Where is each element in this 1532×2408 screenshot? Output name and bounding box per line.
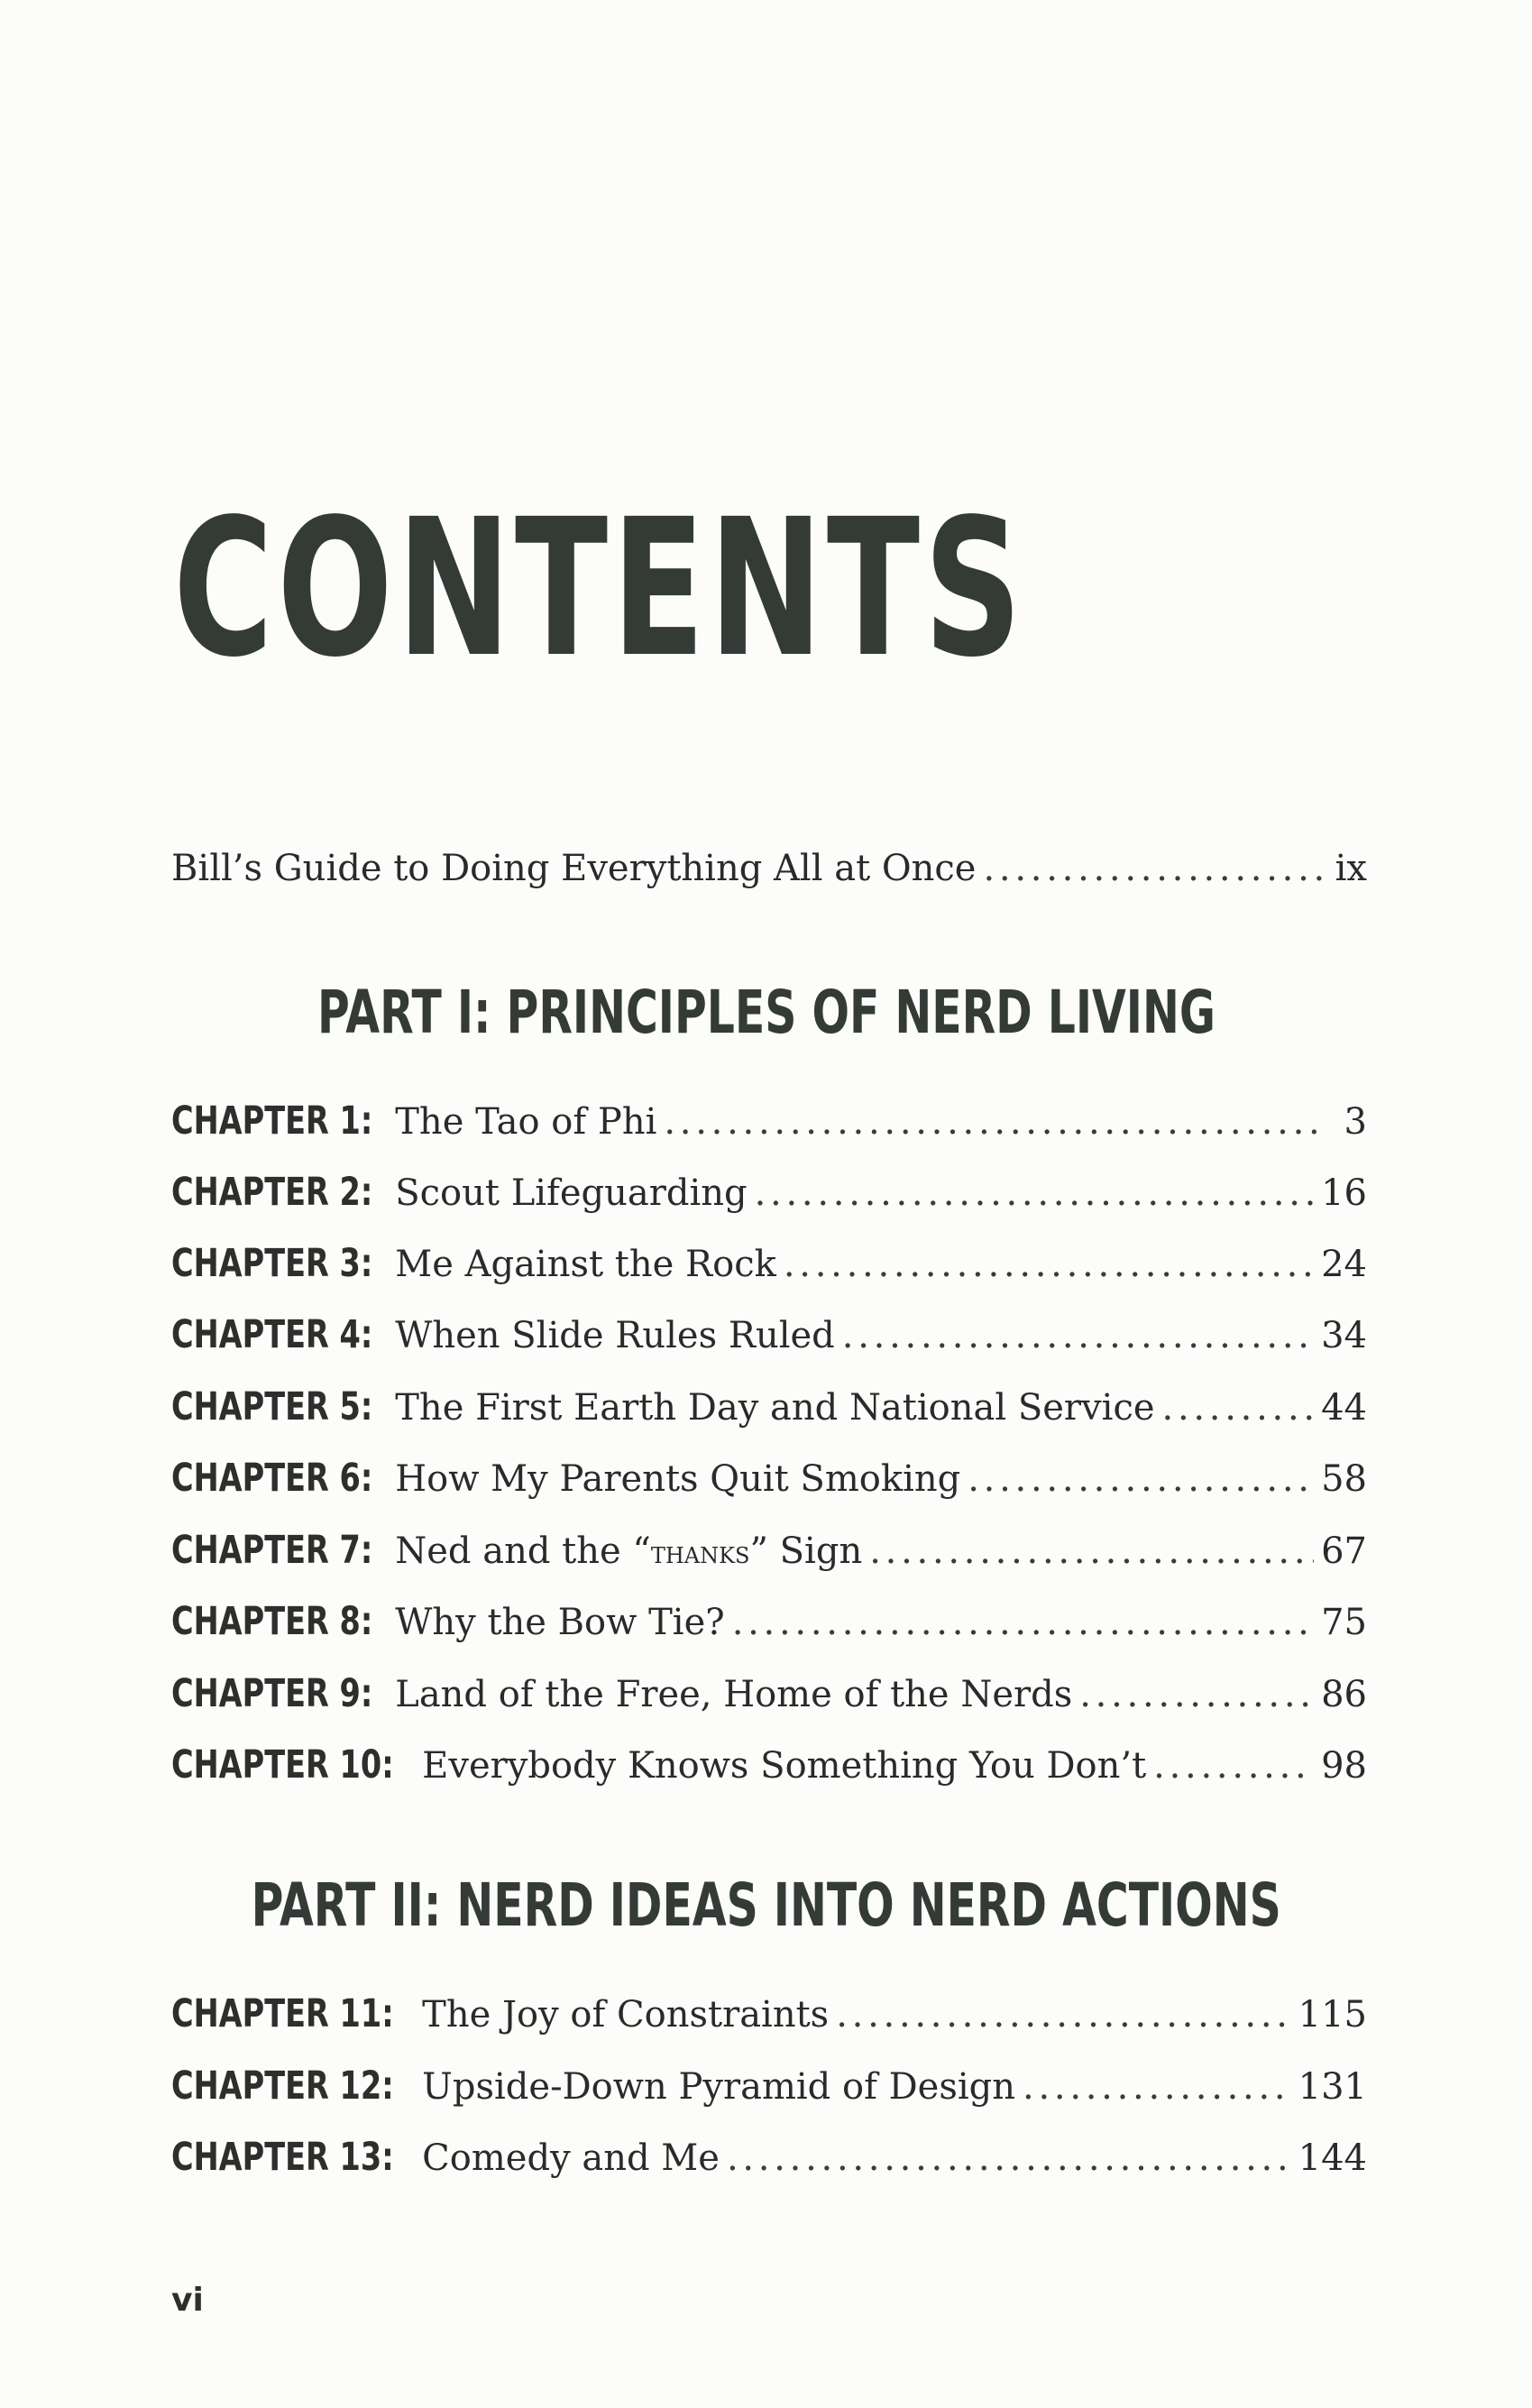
toc-entry-chapter-4[interactable]: [171, 1312, 1367, 1357]
toc-entry-chapter-8[interactable]: [171, 1599, 1367, 1644]
toc-entry-chapter-12[interactable]: [171, 2063, 1367, 2109]
toc-entry-chapter-9[interactable]: [171, 1671, 1367, 1716]
entry-page-number: ix: [1335, 848, 1367, 889]
toc-entry-chapter-6[interactable]: [171, 1456, 1367, 1501]
entry-page-number: 44: [1321, 1387, 1367, 1429]
toc-entry-chapter-10[interactable]: [171, 1742, 1367, 1788]
chapter-label: CHAPTER 9:: [171, 1671, 373, 1716]
toc-entry-chapter-5[interactable]: [171, 1384, 1367, 1429]
chapter-title: The Tao of Phi: [395, 1101, 657, 1143]
dot-leader: [664, 1101, 1324, 1143]
toc-entry-chapter-1[interactable]: [171, 1098, 1367, 1144]
dot-leader: [1023, 2066, 1291, 2108]
entry-page-number: 3: [1344, 1101, 1367, 1143]
toc-entry-chapter-2[interactable]: [171, 1170, 1367, 1215]
dot-leader: [983, 848, 1324, 889]
chapter-title-small-caps: thanks: [650, 1535, 750, 1571]
entry-page-number: 67: [1321, 1530, 1367, 1572]
entry-page-number: 34: [1321, 1315, 1367, 1356]
chapter-label: CHAPTER 6:: [171, 1456, 373, 1501]
chapter-title: Scout Lifeguarding: [395, 1172, 748, 1214]
toc-entry-chapter-7[interactable]: [171, 1528, 1367, 1573]
entry-page-number: 131: [1298, 2066, 1367, 2108]
dot-leader: [869, 1530, 1314, 1572]
chapter-title: The First Earth Day and National Service: [395, 1387, 1155, 1429]
chapter-label: CHAPTER 1:: [171, 1098, 373, 1144]
entry-page-number: 86: [1321, 1674, 1367, 1715]
chapter-title-part: Ned and the “: [395, 1530, 651, 1572]
entry-page-number: 58: [1321, 1458, 1367, 1500]
toc-entry-chapter-13[interactable]: [171, 2135, 1367, 2180]
chapter-label: CHAPTER 8:: [171, 1599, 373, 1644]
toc-entry-chapter-11[interactable]: [171, 1991, 1367, 2036]
chapter-title: The Joy of Constraints: [422, 1994, 830, 2036]
chapter-title: When Slide Rules Ruled: [395, 1315, 835, 1356]
dot-leader: [1162, 1387, 1315, 1429]
entry-title: Bill’s Guide to Doing Everything All at Once: [171, 848, 977, 889]
chapter-title: Why the Bow Tie?: [395, 1602, 725, 1643]
page-folio: vi: [171, 2282, 204, 2319]
toc-entry-chapter-3[interactable]: [171, 1241, 1367, 1286]
chapter-title: Land of the Free, Home of the Nerds: [395, 1674, 1073, 1715]
entry-page-number: 144: [1298, 2137, 1367, 2179]
part-heading-1: PART I: PRINCIPLES OF NERD LIVING: [316, 978, 1216, 1047]
dot-leader: [968, 1458, 1314, 1500]
page-title: CONTENTS: [173, 478, 1026, 699]
chapter-title: [386, 1530, 862, 1572]
entry-page-number: 98: [1321, 1745, 1367, 1787]
chapter-label: CHAPTER 12:: [171, 2063, 394, 2109]
chapter-label: CHAPTER 7:: [171, 1528, 373, 1573]
dot-leader: [1079, 1674, 1314, 1715]
dot-leader: [784, 1244, 1314, 1285]
chapter-label: CHAPTER 5:: [171, 1384, 373, 1429]
dot-leader: [836, 1994, 1290, 2036]
chapter-label: CHAPTER 11:: [171, 1991, 394, 2036]
chapter-label: CHAPTER 3:: [171, 1241, 373, 1286]
dot-leader: [842, 1315, 1314, 1356]
chapter-label: CHAPTER 2:: [171, 1170, 373, 1215]
chapter-label: CHAPTER 4:: [171, 1312, 373, 1357]
entry-page-number: 16: [1321, 1172, 1367, 1214]
chapter-title: Me Against the Rock: [395, 1244, 776, 1285]
toc-intro-entry[interactable]: [171, 848, 1367, 889]
entry-page-number: 75: [1321, 1602, 1367, 1643]
part-heading-2: PART II: NERD IDEAS INTO NERD ACTIONS: [251, 1870, 1281, 1940]
chapter-title: Comedy and Me: [422, 2137, 720, 2179]
chapter-title: Upside-Down Pyramid of Design: [422, 2066, 1016, 2108]
dot-leader: [727, 2137, 1291, 2179]
chapter-title: Everybody Knows Something You Don’t: [422, 1745, 1147, 1787]
chapter-title: How My Parents Quit Smoking: [395, 1458, 961, 1500]
dot-leader: [1153, 1745, 1314, 1787]
entry-page-number: 24: [1321, 1244, 1367, 1285]
entry-page-number: 115: [1298, 1994, 1367, 2036]
dot-leader: [755, 1172, 1314, 1214]
chapter-label: CHAPTER 13:: [171, 2135, 394, 2180]
chapter-label: CHAPTER 10:: [171, 1742, 394, 1788]
dot-leader: [732, 1602, 1314, 1643]
chapter-title-part: ” Sign: [749, 1530, 863, 1572]
